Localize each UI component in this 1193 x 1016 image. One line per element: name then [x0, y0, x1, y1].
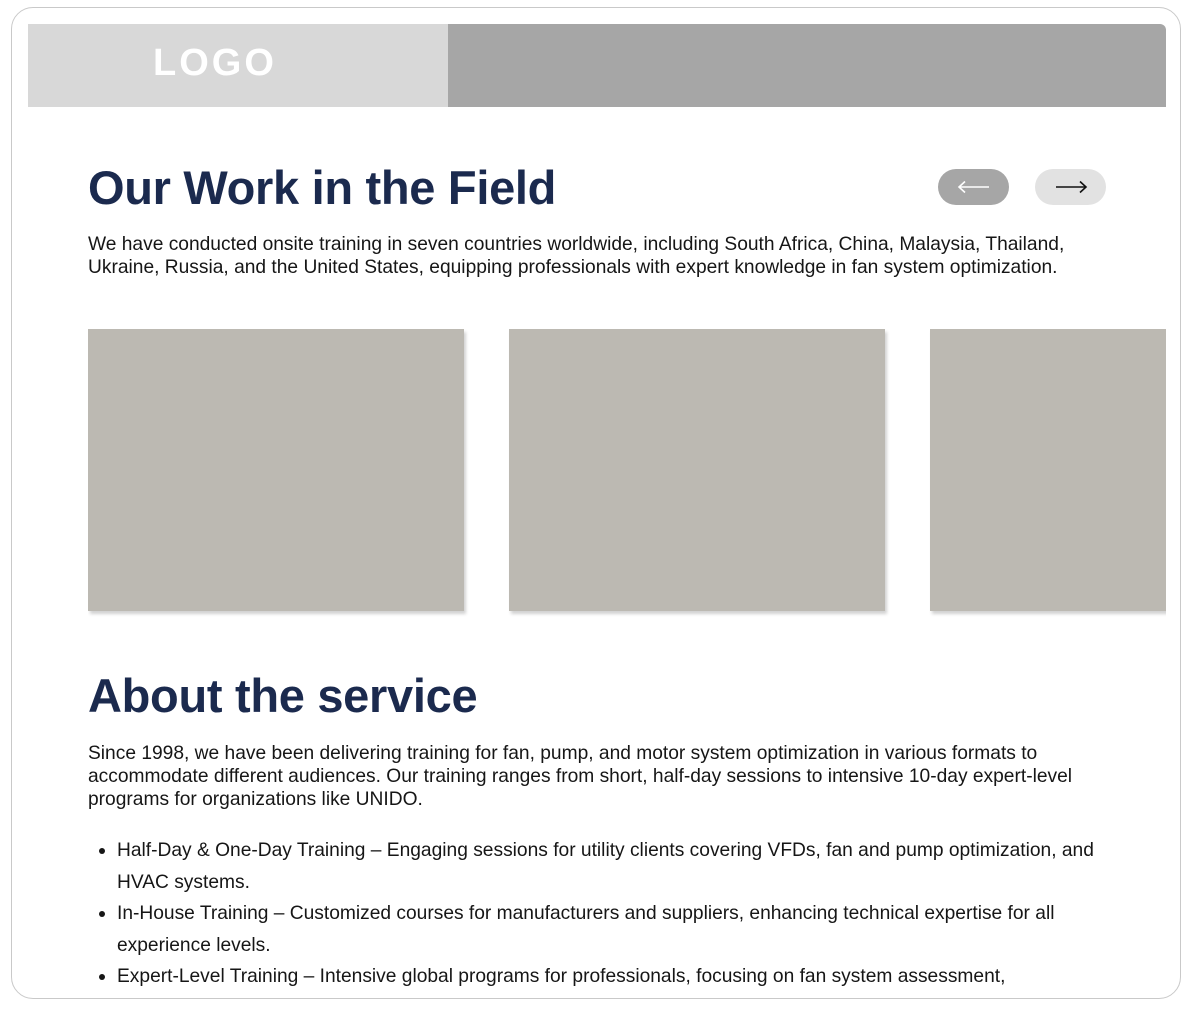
about-section-description: Since 1998, we have been delivering training for fan, pump, and motor system optimization in various formats to accommodate different audiences. Our training ranges from short, half-day sessions to intensive 10-day expert-level programs for organizations like UNIDO. — [88, 743, 1073, 810]
logo[interactable] — [28, 24, 448, 107]
carousel-card-image[interactable] — [509, 329, 885, 611]
carousel-prev-button[interactable] — [938, 169, 1009, 205]
carousel-card-image[interactable] — [930, 329, 1166, 611]
list-item: Half-Day & One-Day Training – Engaging sessions for utility clients covering VFDs, fan and pump optimization, and HVAC systems. — [117, 835, 1147, 898]
list-item: Expert-Level Training – Intensive global programs for professionals, focusing on fan system assessment, — [117, 961, 1147, 993]
logo-text: LOGO — [153, 42, 277, 84]
work-section-description: We have conducted onsite training in seven countries worldwide, including South Africa, China, Malaysia, Thailand, Ukraine, Russia, and the United States, equipping professionals with expert knowledge in fan system optimization. — [88, 234, 1065, 278]
training-types-list — [88, 835, 1147, 993]
arrow-left-icon — [957, 180, 991, 194]
list-item: In-House Training – Customized courses for manufacturers and suppliers, enhancing technical expertise for all experience levels. — [117, 898, 1147, 961]
work-section-title: Our Work in the Field — [88, 161, 557, 214]
carousel-next-button[interactable] — [1035, 169, 1106, 205]
browser-frame — [11, 7, 1181, 999]
arrow-right-icon — [1054, 180, 1088, 194]
header-bar — [28, 24, 1166, 107]
carousel-card-image[interactable] — [88, 329, 464, 611]
about-section-title: About the service — [88, 669, 478, 722]
carousel-track — [88, 329, 1166, 619]
